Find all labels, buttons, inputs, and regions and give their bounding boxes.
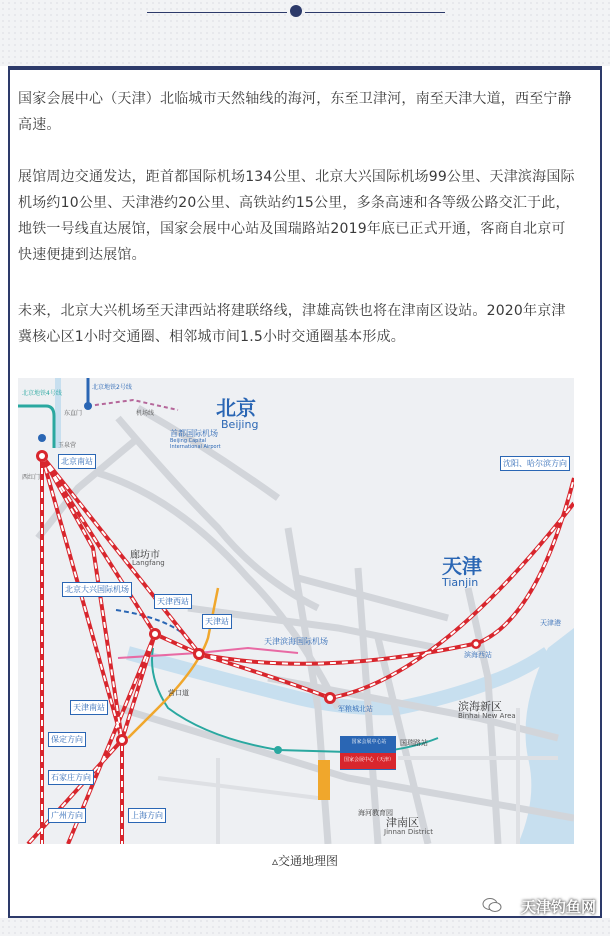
map-label-tianjin-south: 天津南站	[70, 700, 108, 715]
article-paragraph-future: 未来，北京大兴机场至天津西站将建联络线，津雄高铁也将在津南区设站。2020年京津冀核心区1小时交通圈、相邻城市间1.5小时交通圈基本形成。	[18, 303, 566, 345]
map-label-tianjin-west: 天津西站	[154, 594, 192, 609]
map-label-guorui: 国瑞路站	[400, 739, 428, 747]
map-label-daxing-airport: 北京大兴国际机场	[62, 582, 132, 597]
map-label-capital-airport: 首都国际机场	[170, 429, 218, 438]
map-label-binhai-west: 滨海西站	[464, 651, 492, 659]
map-label-dongzhimen: 东直门	[64, 410, 83, 417]
map-label-beijing-metro2: 北京地铁2号线	[92, 384, 132, 391]
map-label-capital-airport-en: Beijing Capital International Airport	[170, 438, 221, 450]
transport-map[interactable]	[18, 378, 574, 844]
map-label-shenyang-direction: 沈阳、哈尔滨方向	[500, 456, 570, 471]
transport-map-svg	[18, 378, 574, 844]
map-label-yuquanying: 玉泉营	[58, 442, 77, 449]
map-label-jinnan-en: Jinnan District	[384, 828, 433, 836]
map-label-tianjin-port: 天津港	[540, 619, 561, 627]
map-label-xihongmen: 西红门	[22, 474, 41, 481]
map-label-tianjin-station: 天津站	[202, 614, 232, 629]
top-divider-right	[305, 12, 445, 13]
map-label-tianjin-en: Tianjin	[442, 576, 479, 589]
top-decor-band	[0, 0, 610, 66]
map-label-shijiazhuang-direction: 石家庄方向	[48, 770, 94, 785]
top-divider-dot	[290, 5, 302, 17]
wechat-icon	[482, 897, 502, 913]
map-label-tianjin: 天津	[442, 554, 482, 578]
map-label-yingkou: 营口道	[168, 689, 189, 697]
top-divider-left	[147, 12, 287, 13]
map-caption: ▵交通地理图	[271, 854, 339, 868]
metro-z1-marker	[318, 760, 330, 800]
map-label-binhai-airport: 天津滨海国际机场	[264, 637, 328, 646]
map-label-langfang: 廊坊市	[130, 550, 160, 561]
map-label-junliangcheng: 军粮城北站	[338, 705, 373, 713]
map-label-nech-station: 国家会展中心站	[351, 739, 387, 745]
map-label-binhai-en: Binhai New Area	[458, 712, 516, 720]
map-label-baoding-direction: 保定方向	[48, 732, 86, 747]
map-label-airport-line: 机场线	[136, 410, 155, 417]
article-paragraph-transport: 展馆周边交通发达，距首都国际机场134公里、北京大兴国际机场99公里、天津滨海国际机场约10公里、天津港约20公里、高铁站约15公里，多条高速和各等级公路交汇于此，地铁一号线直达展馆，国家会展中心站及国瑞路站2019年底已正式开通，客商自北京可快速便捷到达展馆。	[18, 169, 575, 263]
map-label-nech-box: 国家会展中心（天津）	[343, 757, 394, 763]
map-label-beijing: 北京	[216, 396, 256, 420]
map-label-haihe-edu: 海河教育园	[358, 809, 393, 817]
watermark-text: 天津钓鱼网	[520, 898, 596, 916]
map-label-beijing-metro4: 北京地铁4号线	[22, 390, 62, 397]
content-frame-top	[8, 66, 602, 70]
bottom-decor-band	[0, 918, 610, 936]
article-paragraph-location: 国家会展中心（天津）北临城市天然轴线的海河，东至卫津河，南至天津大道，西至宁静高速。	[18, 91, 572, 133]
map-label-guangzhou-direction: 广州方向	[48, 808, 86, 823]
map-label-langfang-en: Langfang	[132, 559, 165, 567]
map-label-jinnan: 津南区	[386, 816, 419, 829]
map-label-beijing-en: Beijing	[221, 418, 259, 431]
map-label-binhai: 滨海新区	[458, 700, 502, 713]
map-label-shanghai-direction: 上海方向	[128, 808, 166, 823]
map-label-beijing-south: 北京南站	[58, 454, 96, 469]
